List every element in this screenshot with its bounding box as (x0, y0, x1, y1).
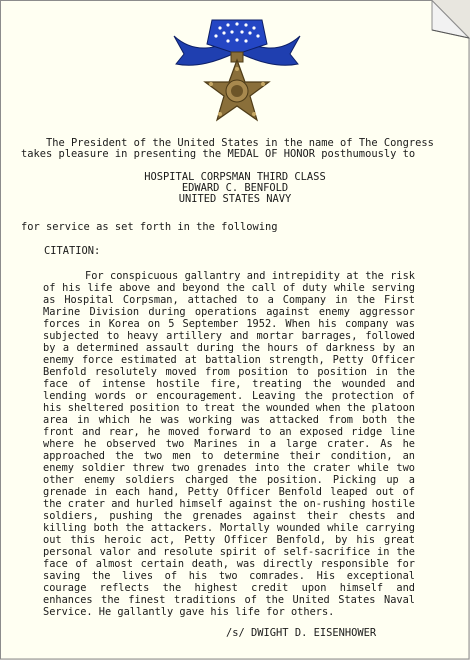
recipient-rank: HOSPITAL CORPSMAN THIRD CLASS (144, 171, 326, 183)
intro-line-1-text: The President of the United States in the name of The Congress (46, 137, 434, 149)
citation-label: CITATION: (44, 245, 101, 257)
recipient-block (0, 172, 470, 205)
recipient-branch: UNITED STATES NAVY (178, 193, 292, 205)
intro-line-2-text: takes pleasure in presenting the MEDAL OF HONOR posthumously to (21, 148, 416, 160)
citation-body: For conspicuous gallantry and intrepidity at the risk of his life above and beyond the call of duty while serving as Hospital Corpsman, attached to a Company in the First Marine Division during operations against enemy aggressor forces in Korea on 5 September 1952. When his company was subjected to heavy artillery and mortar barrages, followed by a determined assault during the hours of darkness by an enemy force estimated at battalion strength, Petty Officer Benfold resolutely moved from position to position in the face of intense hostile fire, treating the wounded and lending words or encouragement. Leaving the protection of his sheltered position to treat the wounded when the platoon area in which he was working was attacked from both the front and rear, he moved forward to an exposed ridge line where he observed two Marines in a large crater. As he approached the two men to determine their condition, an enemy soldier threw two grenades into the crater while two other enemy soldiers charged the position. Picking up a grenade in each hand, Petty Officer Benfold leaped out of the crater and hurled himself against the on-rushing hostile soldiers, pushing the grenades against their chests and killing both the attackers. Mortally wounded while carrying out this heroic act, Petty Officer Benfold, by his great personal valor and resolute spirit of self-sacrifice in the face of almost certain death, was directly responsible for saving the lives of his two comrades. His exceptional courage reflects the highest credit upon himself and enhances the finest traditions of the United States Naval Service. He gallantly gave his life for others. (43, 270, 415, 618)
recipient-name: EDWARD C. BENFOLD (181, 182, 289, 194)
presentation-intro (21, 138, 434, 160)
medal-of-honor-icon (172, 14, 302, 134)
service-line: for service as set forth in the following (21, 221, 278, 233)
signature: /s/ DWIGHT D. EISENHOWER (226, 627, 377, 639)
